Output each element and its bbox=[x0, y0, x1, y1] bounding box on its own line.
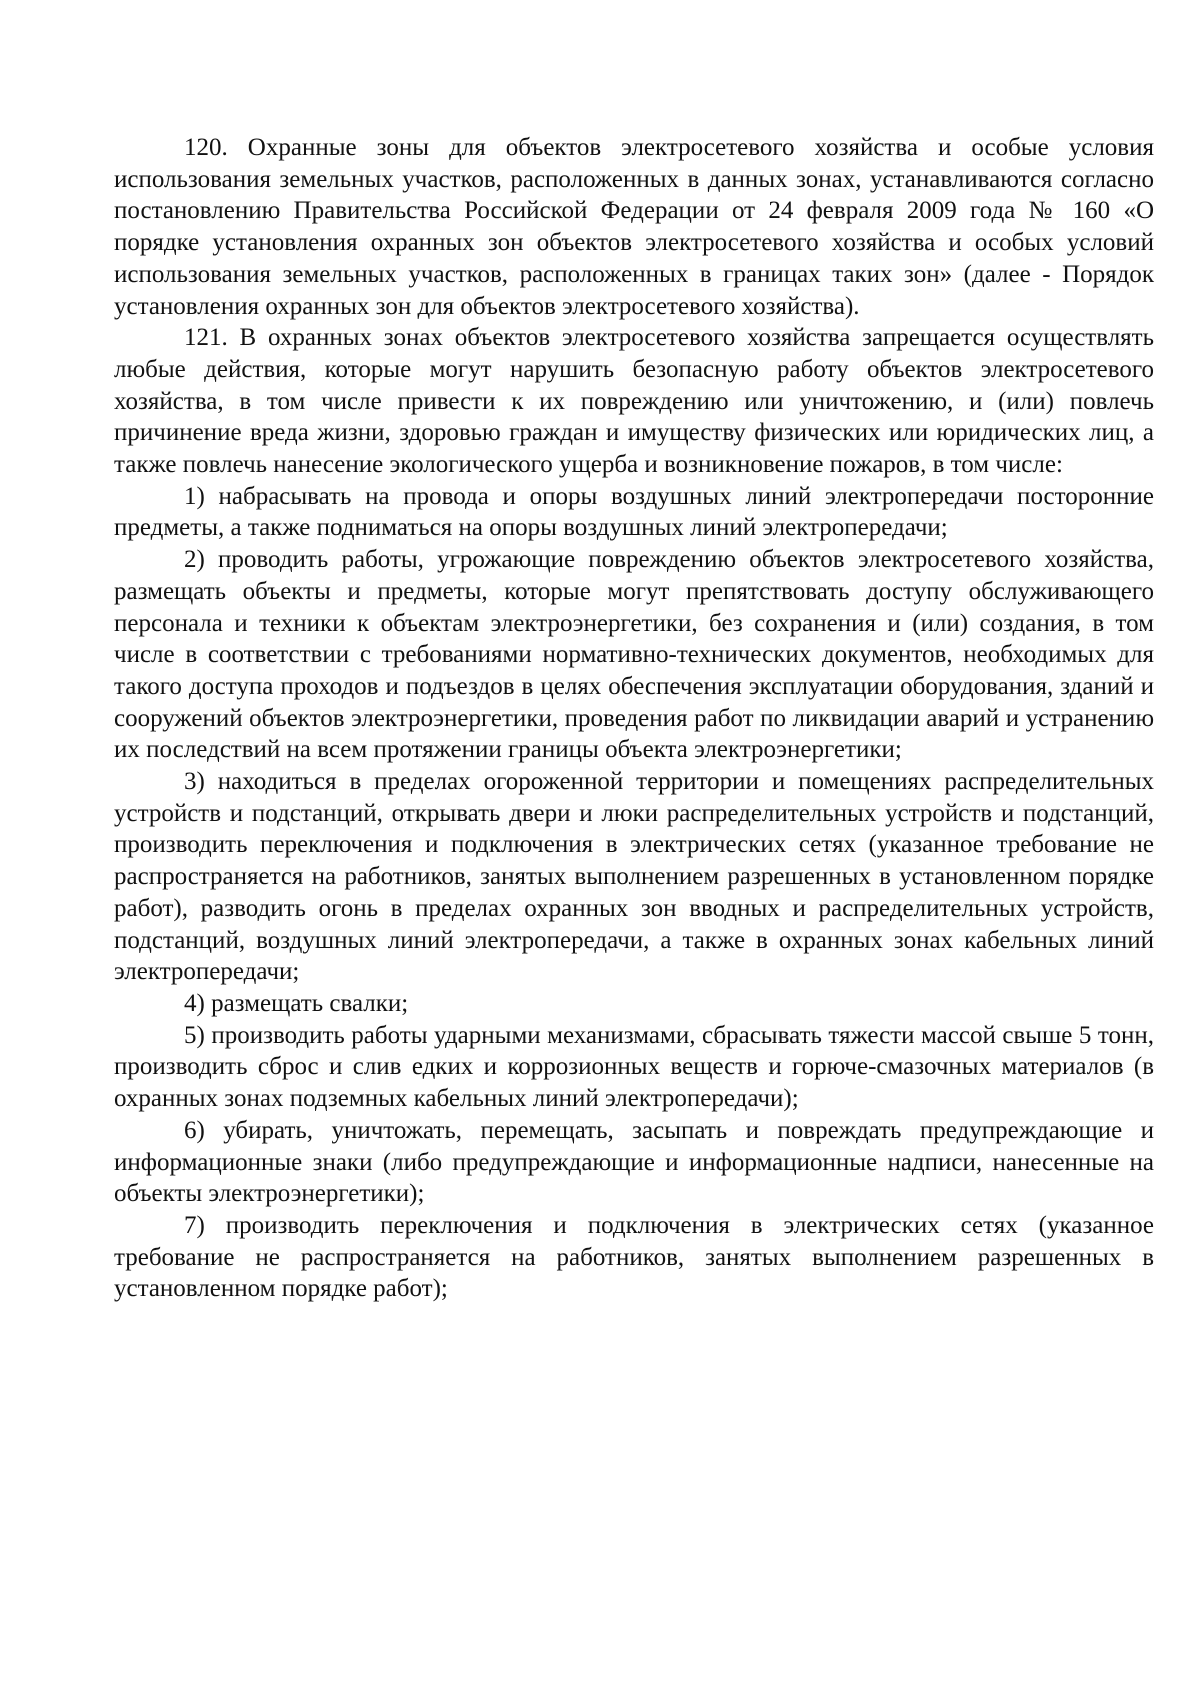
list-item-3: 3) находиться в пределах огороженной территории и помещениях распределительных устройств и подстанций, открывать двери и люки распределительных устройств и подстанций, производить переключения и подключения в электрических сетях (указанное требование не распространяется на работников, занятых выполнением разрешенных в установленном порядке работ), разводить огонь в пределах охранных зон вводных и распределительных устройств, подстанций, воздушных линий электропередачи, а также в охранных зонах кабельных линий электропередачи; bbox=[114, 768, 1154, 986]
paragraph-120: 120. Охранные зоны для объектов электросетевого хозяйства и особые условия использования земельных участков, расположенных в данных зонах, устанавливаются согласно постановлению Правительства Российской Федерации от 24 февраля 2009 года № 160 «О порядке установления охранных зон объектов электросетевого хозяйства и особых условий использования земельных участков, расположенных в границах таких зон» (далее - Порядок установления охранных зон для объектов электросетевого хозяйства). bbox=[114, 134, 1154, 320]
paragraph-121: 121. В охранных зонах объектов электросетевого хозяйства запрещается осуществлять любые действия, которые могут нарушить безопасную работу объектов электросетевого хозяйства, в том числе привести к их повреждению или уничтожению, и (или) повлечь причинение вреда жизни, здоровью граждан и имуществу физических или юридических лиц, а также повлечь нанесение экологического ущерба и возникновение пожаров, в том числе: bbox=[114, 324, 1154, 479]
list-item-7: 7) производить переключения и подключения в электрических сетях (указанное требование не распространяется на работников, занятых выполнением разрешенных в установленном порядке работ); bbox=[114, 1211, 1154, 1303]
list-item-4: 4) размещать свалки; bbox=[184, 989, 409, 1017]
document-page bbox=[114, 132, 1154, 1305]
list-item-2: 2) проводить работы, угрожающие повреждению объектов электросетевого хозяйства, размещать объекты и предметы, которые могут препятствовать доступу обслуживающего персонала и техники к объектам электроэнергетики, без сохранения и (или) создания, в том числе в соответствии с требованиями нормативно-технических документов, необходимых для такого доступа проходов и подъездов в целях обеспечения эксплуатации оборудования, зданий и сооружений объектов электроэнергетики, проведения работ по ликвидации аварий и устранению их последствий на всем протяжении границы объекта электроэнергетики; bbox=[114, 546, 1154, 764]
list-item-1: 1) набрасывать на провода и опоры воздушных линий электропередачи посторонние предметы, а также подниматься на опоры воздушных линий электропередачи; bbox=[114, 482, 1154, 542]
list-item-6: 6) убирать, уничтожать, перемещать, засыпать и повреждать предупреждающие и информационные знаки (либо предупреждающие и информационные надписи, нанесенные на объекты электроэнергетики); bbox=[114, 1116, 1154, 1208]
list-item-5: 5) производить работы ударными механизмами, сбрасывать тяжести массой свыше 5 тонн, производить сброс и слив едких и коррозионных веществ и горюче-смазочных материалов (в охранных зонах подземных кабельных линий электропередачи); bbox=[114, 1021, 1154, 1113]
